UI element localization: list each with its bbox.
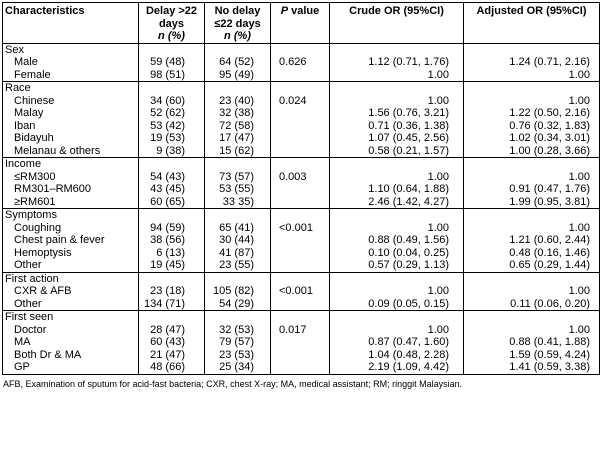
spacer-line	[205, 273, 270, 286]
pvalue-cell	[271, 158, 330, 209]
delay-value: 94 (59)	[150, 221, 185, 234]
delay-cell	[139, 209, 205, 273]
characteristics-cell	[3, 158, 139, 209]
row-label: Female	[14, 68, 51, 81]
adjusted-cell	[464, 82, 600, 158]
spacer-line	[464, 44, 599, 57]
row-label: Coughing	[14, 221, 62, 234]
group-row	[3, 311, 600, 375]
results-table-container	[2, 2, 598, 389]
delay-value: 134 (71)	[144, 297, 185, 310]
adjusted-or: 1.00	[568, 68, 590, 81]
group-title: First seen	[5, 311, 54, 323]
adjusted-cell	[464, 209, 600, 273]
delay-cell	[139, 272, 205, 311]
crude-or: 1.10 (0.64, 1.88)	[368, 183, 449, 195]
adjusted-or: 1.21 (0.60, 2.44)	[509, 234, 590, 246]
delay-value: 6 (13)	[156, 246, 185, 259]
row-label: Doctor	[14, 323, 47, 336]
nodelay-value: 105 (82)	[213, 285, 254, 297]
group-title: First action	[5, 272, 59, 285]
nodelay-value: 79 (57)	[219, 336, 254, 348]
row-label: Chinese	[14, 94, 55, 107]
nodelay-cell	[205, 82, 271, 158]
row-label: Iban	[14, 119, 36, 132]
nodelay-value: 53 (55)	[219, 183, 254, 195]
adjusted-cell	[464, 43, 600, 82]
crude-or: 1.00	[427, 68, 449, 81]
crude-or: 0.57 (0.29, 1.13)	[368, 259, 449, 271]
adjusted-or: 1.00	[568, 221, 590, 234]
crude-or: 1.12 (0.71, 1.76)	[368, 56, 449, 68]
row-label: Malay	[14, 107, 44, 119]
adjusted-or: 1.00	[568, 285, 590, 297]
row-label: Melanau & others	[14, 144, 101, 157]
delay-value: 43 (45)	[150, 183, 185, 195]
spacer-line	[139, 82, 204, 95]
delay-value: 48 (66)	[150, 361, 185, 373]
delay-cell	[139, 311, 205, 375]
crude-cell	[330, 82, 464, 158]
crude-or: 0.87 (0.47, 1.60)	[368, 336, 449, 348]
delay-value: 19 (53)	[150, 132, 185, 144]
adjusted-cell	[464, 311, 600, 375]
crude-cell	[330, 209, 464, 273]
adjusted-or: 0.65 (0.29, 1.44)	[509, 259, 590, 271]
footnote: AFB, Examination of sputum for acid-fast bacteria; CXR, chest X-ray; MA, medical assistant; RM; ringgit Malaysian.	[3, 378, 463, 389]
delay-value: 54 (43)	[150, 170, 185, 183]
pvalue: <0.001	[279, 285, 313, 297]
delay-value: 59 (48)	[150, 56, 185, 68]
nodelay-value: 65 (41)	[219, 221, 254, 234]
row-label: Other	[14, 297, 42, 310]
nodelay-value: 72 (58)	[219, 119, 254, 132]
header-pvalue-p: P	[280, 5, 289, 17]
delay-value: 34 (60)	[150, 94, 185, 107]
crude-cell	[330, 311, 464, 375]
spacer-line	[205, 44, 270, 57]
adjusted-or: 1.00	[568, 323, 590, 336]
row-label: Other	[14, 259, 42, 271]
characteristics-cell	[3, 311, 139, 375]
row-label: ≤RM300	[14, 170, 56, 183]
adjusted-or: 1.24 (0.71, 2.16)	[509, 56, 590, 68]
header-delay-sub: n (%)	[158, 30, 185, 42]
crude-or: 1.07 (0.45, 2.56)	[368, 132, 449, 144]
row-label: ≥RM601	[14, 195, 56, 208]
spacer-line	[271, 44, 329, 57]
nodelay-cell	[205, 43, 271, 82]
adjusted-cell	[464, 272, 600, 311]
header-nodelay-sub: n (%)	[224, 30, 251, 42]
row-label: Hemoptysis	[14, 246, 72, 259]
header-crude-label: Crude OR (95%CI)	[349, 5, 444, 17]
row-label: Chest pain & fever	[14, 234, 105, 246]
spacer-line	[271, 311, 329, 324]
nodelay-cell	[205, 209, 271, 273]
group-title: Race	[5, 82, 31, 94]
row-label: Bidayuh	[14, 132, 54, 144]
crude-or: 1.00	[427, 323, 449, 336]
crude-or: 2.46 (1.42, 4.27)	[368, 195, 449, 208]
group-title: Sex	[5, 43, 24, 56]
spacer-line	[139, 44, 204, 57]
results-table	[2, 2, 600, 375]
group-row	[3, 209, 600, 273]
crude-or: 0.88 (0.49, 1.56)	[368, 234, 449, 246]
nodelay-cell	[205, 158, 271, 209]
nodelay-value: 25 (34)	[219, 361, 254, 373]
spacer-line	[205, 311, 270, 324]
crude-or: 1.00	[427, 221, 449, 234]
pvalue: 0.003	[279, 170, 307, 183]
adjusted-or: 1.22 (0.50, 2.16)	[509, 107, 590, 119]
crude-cell	[330, 158, 464, 209]
row-label: GP	[14, 361, 30, 373]
nodelay-value: 23 (40)	[219, 94, 254, 107]
adjusted-or: 0.91 (0.47, 1.76)	[509, 183, 590, 195]
nodelay-value: 17 (47)	[219, 132, 254, 144]
spacer-line	[464, 209, 599, 222]
delay-cell	[139, 82, 205, 158]
spacer-line	[464, 311, 599, 324]
nodelay-value: 30 (44)	[219, 234, 254, 246]
spacer-line	[330, 209, 463, 222]
adjusted-or: 1.00 (0.28, 3.66)	[509, 144, 590, 157]
spacer-line	[330, 273, 463, 286]
pvalue-cell	[271, 272, 330, 311]
pvalue-cell	[271, 209, 330, 273]
spacer-line	[271, 209, 329, 222]
crude-or: 0.09 (0.05, 0.15)	[368, 297, 449, 310]
delay-value: 98 (51)	[150, 68, 185, 81]
header-adjusted	[464, 3, 600, 44]
header-characteristics	[3, 3, 139, 44]
delay-value: 52 (62)	[150, 107, 185, 119]
delay-value: 9 (38)	[156, 144, 185, 157]
header-pvalue	[271, 3, 330, 44]
nodelay-value: 23 (53)	[219, 348, 254, 361]
adjusted-or: 0.48 (0.16, 1.46)	[509, 246, 590, 259]
characteristics-cell	[3, 82, 139, 158]
spacer-line	[205, 82, 270, 95]
group-row	[3, 82, 600, 158]
characteristics-cell	[3, 43, 139, 82]
header-nodelay	[205, 3, 271, 44]
pvalue: 0.626	[279, 56, 307, 68]
nodelay-value: 54 (29)	[219, 297, 254, 310]
nodelay-cell	[205, 272, 271, 311]
nodelay-value: 32 (38)	[219, 107, 254, 119]
nodelay-value: 95 (49)	[219, 68, 254, 81]
adjusted-or: 1.41 (0.59, 3.38)	[509, 361, 590, 373]
nodelay-cell	[205, 311, 271, 375]
adjusted-or: 1.59 (0.59, 4.24)	[509, 348, 590, 361]
group-title: Income	[5, 158, 42, 170]
spacer-line	[271, 273, 329, 286]
delay-value: 19 (45)	[150, 259, 185, 271]
nodelay-value: 32 (53)	[219, 323, 254, 336]
delay-value: 38 (56)	[150, 234, 185, 246]
header-crude	[330, 3, 464, 44]
row-label: Male	[14, 56, 38, 68]
row-label: RM301–RM600	[14, 183, 92, 195]
delay-cell	[139, 158, 205, 209]
characteristics-cell	[3, 209, 139, 273]
delay-value: 53 (42)	[150, 119, 185, 132]
adjusted-or: 1.02 (0.34, 3.01)	[509, 132, 590, 144]
header-adjusted-label: Adjusted OR (95%CI)	[476, 5, 587, 17]
header-characteristics-label: Characteristics	[5, 5, 85, 17]
row-label: Both Dr & MA	[14, 348, 82, 361]
spacer-line	[139, 311, 204, 324]
nodelay-value: 33 35)	[222, 195, 254, 208]
group-row	[3, 272, 600, 311]
adjusted-or: 0.88 (0.41, 1.88)	[509, 336, 590, 348]
adjusted-or: 1.00	[568, 94, 590, 107]
pvalue-cell	[271, 43, 330, 82]
nodelay-value: 41 (87)	[219, 246, 254, 259]
delay-value: 60 (65)	[150, 195, 185, 208]
spacer-line	[139, 273, 204, 286]
crude-or: 0.10 (0.04, 0.25)	[368, 246, 449, 259]
adjusted-or: 0.11 (0.06, 0.20)	[510, 297, 590, 310]
adjusted-or: 0.76 (0.32, 1.83)	[509, 119, 590, 132]
delay-cell	[139, 43, 205, 82]
adjusted-cell	[464, 158, 600, 209]
header-delay	[139, 3, 205, 44]
group-row	[3, 158, 600, 209]
crude-or: 0.58 (0.21, 1.57)	[368, 144, 449, 157]
characteristics-cell	[3, 272, 139, 311]
delay-value: 60 (43)	[150, 336, 185, 348]
crude-cell	[330, 43, 464, 82]
spacer-line	[330, 82, 463, 95]
spacer-line	[330, 44, 463, 57]
spacer-line	[330, 158, 463, 171]
group-title: Symptoms	[5, 209, 57, 221]
spacer-line	[464, 82, 599, 95]
nodelay-value: 15 (62)	[219, 144, 254, 157]
delay-value: 23 (18)	[150, 285, 185, 297]
nodelay-value: 64 (52)	[219, 56, 254, 68]
spacer-line	[205, 209, 270, 222]
header-pvalue-rest: value	[288, 5, 320, 17]
crude-or: 1.56 (0.76, 3.21)	[368, 107, 449, 119]
delay-value: 21 (47)	[150, 348, 185, 361]
pvalue: 0.024	[279, 94, 307, 107]
adjusted-or: 1.00	[568, 170, 590, 183]
crude-or: 1.00	[427, 285, 449, 297]
crude-or: 1.04 (0.48, 2.28)	[368, 348, 449, 361]
spacer-line	[271, 82, 329, 95]
spacer-line	[271, 158, 329, 171]
spacer-line	[464, 273, 599, 286]
row-label: MA	[14, 336, 31, 348]
adjusted-or: 1.99 (0.95, 3.81)	[509, 195, 590, 208]
pvalue: 0.017	[279, 323, 307, 336]
header-row	[3, 3, 600, 44]
crude-or: 0.71 (0.36, 1.38)	[368, 119, 449, 132]
spacer-line	[330, 311, 463, 324]
crude-or: 2.19 (1.09, 4.42)	[368, 361, 449, 373]
crude-cell	[330, 272, 464, 311]
pvalue: <0.001	[279, 221, 313, 234]
crude-or: 1.00	[427, 170, 449, 183]
spacer-line	[205, 158, 270, 171]
group-row	[3, 43, 600, 82]
row-label: CXR & AFB	[14, 285, 72, 297]
nodelay-value: 23 (55)	[219, 259, 254, 271]
pvalue-cell	[271, 311, 330, 375]
delay-value: 28 (47)	[150, 323, 185, 336]
spacer-line	[464, 158, 599, 171]
crude-or: 1.00	[427, 94, 449, 107]
spacer-line	[139, 209, 204, 222]
header-nodelay-label: No delay ≤22 days	[214, 5, 261, 30]
pvalue-cell	[271, 82, 330, 158]
nodelay-value: 73 (57)	[219, 170, 254, 183]
spacer-line	[139, 158, 204, 171]
header-delay-label: Delay >22 days	[145, 5, 198, 30]
